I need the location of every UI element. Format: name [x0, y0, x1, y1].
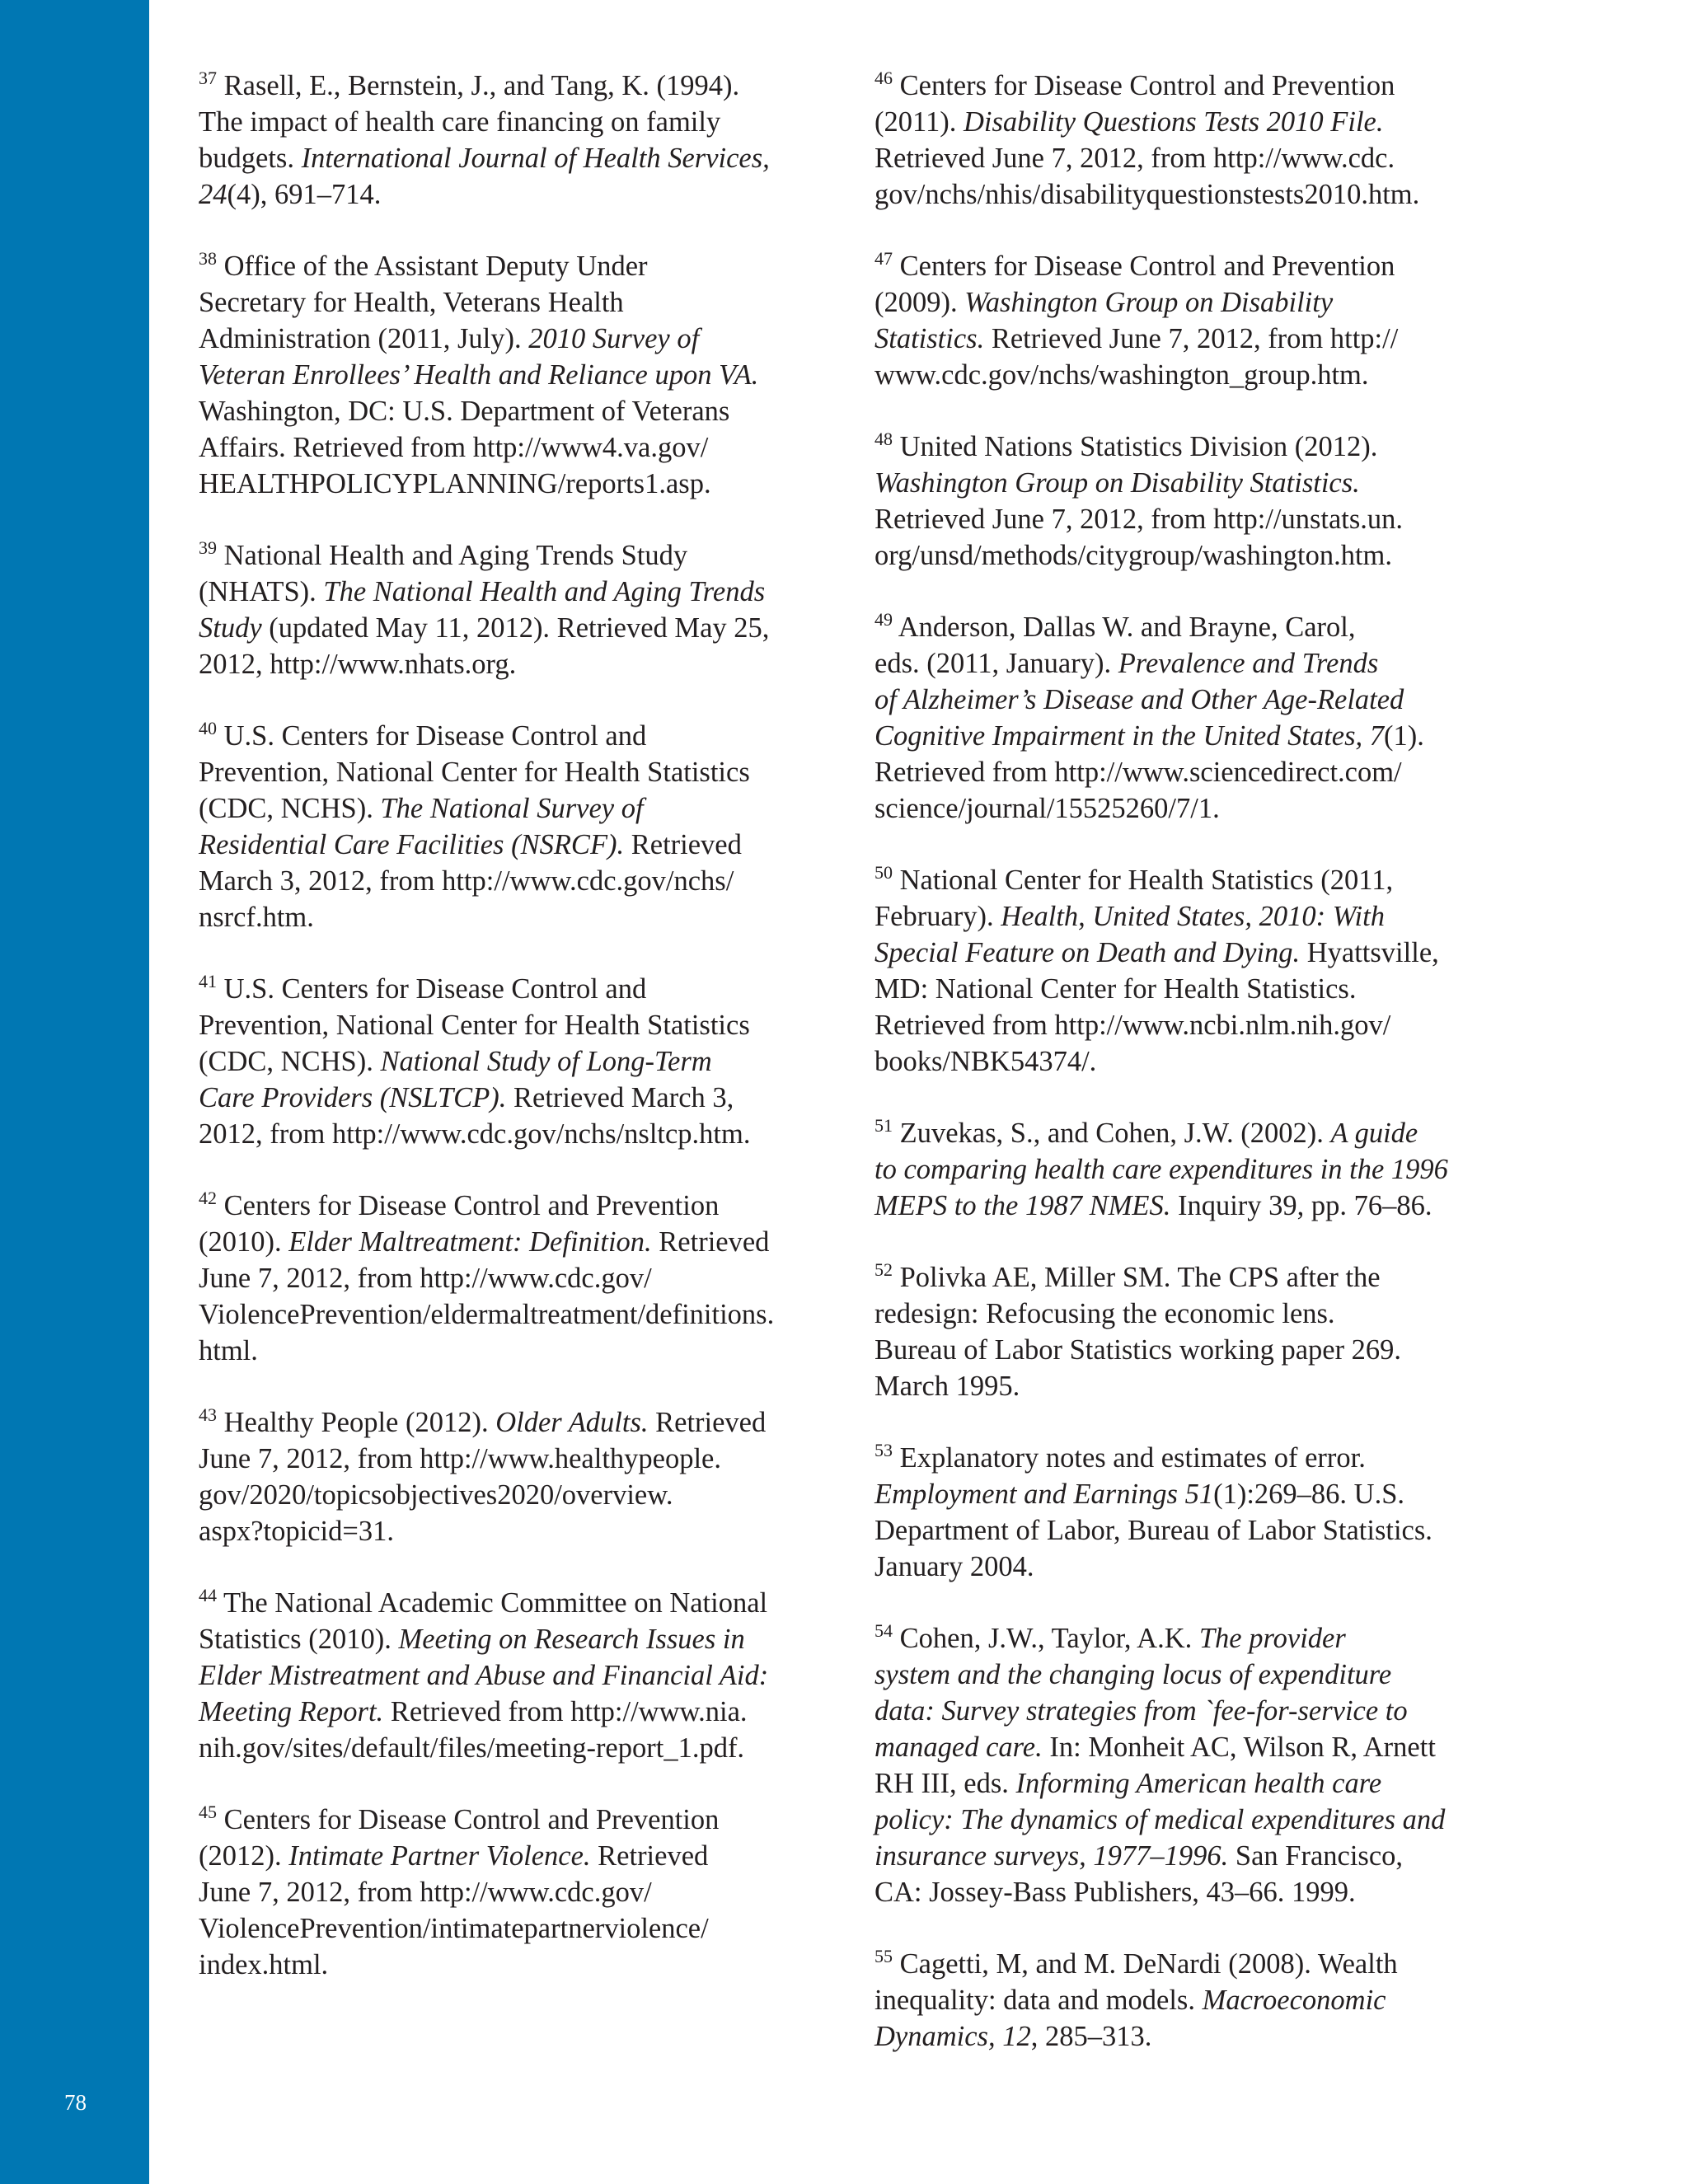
reference-text: June 7, 2012, from http://www.healthypeople.: [199, 1443, 721, 1474]
reference-text: (2011).: [874, 106, 964, 138]
reference-title-italic: Cognitive Impairment in the United States, 7: [874, 720, 1385, 752]
reference-line: [199, 790, 825, 827]
reference-line: [199, 1296, 825, 1333]
reference-number: 37: [199, 67, 217, 88]
reference-line: [874, 1259, 1501, 1296]
reference-text: gov/2020/topicsobjectives2020/overview.: [199, 1479, 673, 1511]
reference-line: [874, 1982, 1501, 2018]
reference-title-italic: Washington Group on Disability Statistics.: [874, 467, 1360, 499]
reference-title-italic: MEPS to the 1987 NMES.: [874, 1190, 1171, 1221]
reference-number: 50: [874, 861, 893, 883]
reference-title-italic: The National Survey of: [380, 793, 644, 824]
page-number: 78: [64, 2090, 87, 2115]
reference-54: [874, 1620, 1501, 1910]
reference-text: (updated May 11, 2012). Retrieved May 25,: [261, 612, 770, 644]
reference-title-italic: Intimate Partner Violence.: [288, 1840, 591, 1872]
reference-line: [199, 1874, 825, 1910]
reference-text: United Nations Statistics Division (2012).: [899, 431, 1378, 462]
reference-text: Retrieved: [648, 1407, 767, 1438]
reference-text: Bureau of Labor Statistics working paper 269.: [874, 1334, 1402, 1366]
reference-line: [199, 718, 825, 754]
reference-44: [199, 1585, 825, 1766]
reference-line: [874, 1874, 1501, 1910]
reference-text: Centers for Disease Control and Prevention: [223, 1804, 720, 1835]
reference-line: [874, 176, 1501, 213]
reference-55: [874, 1946, 1501, 2055]
reference-line: [199, 1116, 825, 1152]
reference-line: [874, 1620, 1501, 1657]
reference-line: [199, 1477, 825, 1513]
reference-title-italic: of Alzheimer’s Disease and Other Age-Related: [874, 684, 1404, 715]
reference-line: [874, 1765, 1501, 1802]
reference-line: [199, 357, 825, 393]
reference-title-italic: to comparing health care expenditures in the 1996: [874, 1154, 1448, 1185]
reference-number: 55: [874, 1945, 893, 1966]
reference-line: [199, 1441, 825, 1477]
reference-50: [874, 862, 1501, 1080]
reference-text: MD: National Center for Health Statistics.: [874, 973, 1357, 1005]
reference-37: [199, 68, 825, 213]
reference-text: inequality: data and models.: [874, 1985, 1203, 2016]
reference-text: Zuvekas, S., and Cohen, J.W. (2002).: [899, 1118, 1331, 1149]
reference-title-italic: system and the changing locus of expenditure: [874, 1659, 1392, 1690]
reference-title-italic: Employment and Earnings 51: [874, 1479, 1214, 1510]
reference-line: [199, 1080, 825, 1116]
reference-line: [199, 899, 825, 935]
reference-line: [199, 537, 825, 574]
reference-text: Centers for Disease Control and Prevention: [223, 1190, 720, 1221]
reference-title-italic: Macroeconomic: [1202, 1985, 1386, 2016]
reference-number: 42: [199, 1187, 217, 1208]
reference-46: [874, 68, 1501, 213]
reference-text: National Health and Aging Trends Study: [223, 540, 688, 571]
reference-line: [874, 1115, 1501, 1151]
reference-text: (2012).: [199, 1840, 289, 1872]
reference-line: [874, 1043, 1501, 1080]
reference-text: The National Academic Committee on National: [223, 1587, 768, 1619]
reference-line: [199, 1621, 825, 1657]
reference-text: (CDC, NCHS).: [199, 793, 381, 824]
reference-text: U.S. Centers for Disease Control and: [223, 720, 647, 752]
reference-number: 38: [199, 247, 217, 269]
reference-text: June 7, 2012, from http://www.cdc.gov/: [199, 1263, 652, 1294]
reference-title-italic: Dynamics, 12: [874, 2021, 1031, 2052]
reference-line: [199, 1043, 825, 1080]
reference-line: [874, 1296, 1501, 1332]
reference-47: [874, 248, 1501, 393]
reference-title-italic: Informing American health care: [1015, 1768, 1382, 1799]
reference-title-italic: managed care.: [874, 1732, 1043, 1763]
reference-text: Retrieved March 3,: [506, 1082, 734, 1113]
reference-title-italic: data: Survey strategies from `fee-for-service to: [874, 1695, 1408, 1727]
reference-number: 49: [874, 608, 893, 630]
reference-line: [874, 1151, 1501, 1188]
reference-line: [874, 104, 1501, 140]
reference-text: Administration (2011, July).: [199, 323, 529, 354]
reference-number: 44: [199, 1584, 217, 1605]
reference-line: [874, 2018, 1501, 2055]
reference-text: Retrieved June 7, 2012, from http://unstats.un.: [874, 504, 1404, 535]
reference-line: [199, 284, 825, 321]
reference-text: aspx?topicid=31.: [199, 1516, 394, 1547]
reference-number: 39: [199, 537, 217, 558]
reference-number: 51: [874, 1114, 893, 1136]
reference-line: [199, 429, 825, 466]
reference-line: [874, 284, 1501, 321]
reference-line: [874, 1440, 1501, 1476]
reference-line: [199, 574, 825, 610]
reference-text: (4), 691–714.: [227, 179, 382, 210]
reference-39: [199, 537, 825, 682]
reference-text: Washington, DC: U.S. Department of Veterans: [199, 396, 730, 427]
reference-text: Centers for Disease Control and Prevention: [899, 251, 1395, 282]
reference-text: 2012, http://www.nhats.org.: [199, 649, 517, 680]
reference-title-italic: insurance surveys, 1977–1996.: [874, 1840, 1229, 1872]
reference-38: [199, 248, 825, 502]
reference-text: Retrieved: [651, 1226, 770, 1258]
reference-text: In: Monheit AC, Wilson R, Arnett: [1042, 1732, 1436, 1763]
reference-line: [199, 68, 825, 104]
reference-45: [199, 1802, 825, 1983]
reference-line: [874, 1657, 1501, 1693]
reference-number: 46: [874, 67, 893, 88]
reference-text: Retrieved June 7, 2012, from http://: [984, 323, 1399, 354]
reference-number: 54: [874, 1619, 893, 1641]
reference-text: ViolencePrevention/eldermaltreatment/definitions.: [199, 1299, 775, 1330]
reference-line: [874, 1476, 1501, 1512]
reference-line: [199, 1585, 825, 1621]
reference-line: [199, 1224, 825, 1260]
reference-line: [874, 935, 1501, 971]
reference-text: ViolencePrevention/intimatepartnerviolence/: [199, 1913, 709, 1944]
reference-text: Explanatory notes and estimates of error.: [899, 1442, 1366, 1474]
reference-text: books/NBK54374/.: [874, 1046, 1097, 1077]
reference-line: [874, 1512, 1501, 1549]
reference-line: [199, 1838, 825, 1874]
reference-51: [874, 1115, 1501, 1224]
reference-text: eds. (2011, January).: [874, 648, 1118, 679]
reference-line: [199, 827, 825, 863]
reference-title-italic: Veteran Enrollees’ Health and Reliance upon VA.: [199, 359, 759, 391]
reference-line: [199, 1333, 825, 1369]
reference-title-italic: Disability Questions Tests 2010 File.: [963, 106, 1384, 138]
reference-line: [199, 176, 825, 213]
reference-number: 48: [874, 428, 893, 449]
reference-line: [874, 1188, 1501, 1224]
reference-text: Prevention, National Center for Health Statistics: [199, 1010, 750, 1041]
reference-text: HEALTHPOLICYPLANNING/reports1.asp.: [199, 468, 711, 499]
reference-line: [199, 1802, 825, 1838]
reference-text: science/journal/15525260/7/1.: [874, 793, 1220, 824]
reference-title-italic: A guide: [1330, 1118, 1418, 1149]
reference-text: RH III, eds.: [874, 1768, 1016, 1799]
reference-line: [199, 1260, 825, 1296]
reference-title-italic: 2010 Survey of: [528, 323, 700, 354]
reference-line: [199, 393, 825, 429]
reference-line: [199, 1694, 825, 1730]
reference-title-italic: Special Feature on Death and Dying.: [874, 937, 1301, 968]
reference-line: [199, 466, 825, 502]
reference-line: [199, 1007, 825, 1043]
reference-text: Anderson, Dallas W. and Brayne, Carol,: [898, 612, 1356, 643]
reference-title-italic: Older Adults.: [495, 1407, 649, 1438]
reference-title-italic: Elder Mistreatment and Abuse and Financial Aid:: [199, 1660, 769, 1691]
reference-line: [874, 1729, 1501, 1765]
reference-text: CA: Jossey-Bass Publishers, 43–66. 1999.: [874, 1877, 1356, 1908]
reference-text: Rasell, E., Bernstein, J., and Tang, K. (1994).: [223, 70, 740, 101]
reference-text: org/unsd/methods/citygroup/washington.htm.: [874, 540, 1393, 571]
reference-text: (2009).: [874, 287, 965, 318]
reference-41: [199, 971, 825, 1152]
reference-line: [874, 609, 1501, 645]
reference-text: Hyattsville,: [1300, 937, 1439, 968]
reference-48: [874, 429, 1501, 574]
reference-line: [199, 104, 825, 140]
reference-number: 41: [199, 970, 217, 991]
reference-title-italic: The National Health and Aging Trends: [323, 576, 766, 607]
reference-text: Retrieved: [590, 1840, 709, 1872]
reference-text: Prevention, National Center for Health Statistics: [199, 757, 750, 788]
reference-title-italic: 24: [199, 179, 227, 210]
reference-line: [199, 1910, 825, 1947]
reference-title-italic: Statistics.: [874, 323, 985, 354]
reference-title-italic: policy: The dynamics of medical expenditures and: [874, 1804, 1446, 1835]
reference-text: Retrieved from http://www.nia.: [383, 1696, 748, 1727]
reference-line: [874, 1332, 1501, 1368]
reference-text: (NHATS).: [199, 576, 324, 607]
reference-line: [874, 645, 1501, 682]
reference-text: (2010).: [199, 1226, 289, 1258]
reference-number: 53: [874, 1439, 893, 1460]
reference-title-italic: National Study of Long-Term: [380, 1046, 712, 1077]
reference-line: [874, 501, 1501, 537]
reference-title-italic: International Journal of Health Services,: [301, 143, 770, 174]
reference-text: index.html.: [199, 1949, 329, 1980]
reference-text: Retrieved from http://www.ncbi.nlm.nih.gov/: [874, 1010, 1391, 1041]
reference-line: [874, 1838, 1501, 1874]
reference-line: [874, 537, 1501, 574]
reference-line: [199, 863, 825, 899]
reference-text: (1):269–86. U.S.: [1213, 1479, 1405, 1510]
reference-title-italic: Study: [199, 612, 262, 644]
reference-line: [874, 465, 1501, 501]
reference-line: [199, 140, 825, 176]
reference-line: [199, 248, 825, 284]
reference-line: [874, 682, 1501, 718]
references-column-left: [199, 68, 825, 2018]
reference-text: Inquiry 39, pp. 76–86.: [1170, 1190, 1432, 1221]
reference-text: nih.gov/sites/default/files/meeting-report_1.pdf.: [199, 1732, 745, 1764]
reference-line: [874, 68, 1501, 104]
reference-number: 47: [874, 247, 893, 269]
reference-text: (CDC, NCHS).: [199, 1046, 381, 1077]
reference-text: redesign: Refocusing the economic lens.: [874, 1298, 1335, 1329]
reference-line: [874, 862, 1501, 898]
reference-line: [874, 754, 1501, 790]
reference-line: [199, 1947, 825, 1983]
reference-line: [874, 140, 1501, 176]
reference-text: The impact of health care financing on family: [199, 106, 721, 138]
reference-line: [199, 1657, 825, 1694]
reference-number: 40: [199, 717, 217, 738]
reference-text: budgets.: [199, 143, 302, 174]
reference-text: Retrieved June 7, 2012, from http://www.cdc.: [874, 143, 1395, 174]
reference-title-italic: Meeting on Research Issues in: [398, 1624, 745, 1655]
reference-text: Secretary for Health, Veterans Health: [199, 287, 624, 318]
reference-text: (1).: [1384, 720, 1424, 752]
reference-line: [874, 248, 1501, 284]
reference-line: [874, 1007, 1501, 1043]
reference-line: [874, 357, 1501, 393]
reference-text: Office of the Assistant Deputy Under: [223, 251, 648, 282]
reference-line: [199, 754, 825, 790]
reference-text: June 7, 2012, from http://www.cdc.gov/: [199, 1877, 652, 1908]
reference-text: Polivka AE, Miller SM. The CPS after the: [899, 1262, 1381, 1293]
reference-number: 43: [199, 1404, 217, 1425]
reference-line: [874, 718, 1501, 754]
reference-text: Retrieved: [624, 829, 742, 860]
reference-line: [874, 1946, 1501, 1982]
reference-text: March 3, 2012, from http://www.cdc.gov/nchs/: [199, 865, 734, 897]
reference-text: 2012, from http://www.cdc.gov/nchs/nsltcp.htm.: [199, 1118, 751, 1150]
reference-text: January 2004.: [874, 1551, 1034, 1582]
reference-line: [199, 646, 825, 682]
reference-42: [199, 1188, 825, 1369]
reference-title-italic: Care Providers (NSLTCP).: [199, 1082, 507, 1113]
reference-53: [874, 1440, 1501, 1585]
reference-title-italic: Prevalence and Trends: [1118, 648, 1379, 679]
reference-text: gov/nchs/nhis/disabilityquestionstests2010.htm.: [874, 179, 1420, 210]
reference-line: [199, 1404, 825, 1441]
reference-line: [874, 898, 1501, 935]
reference-line: [874, 1693, 1501, 1729]
reference-line: [874, 321, 1501, 357]
page-sidebar: [0, 0, 149, 2184]
reference-43: [199, 1404, 825, 1549]
reference-text: Cohen, J.W., Taylor, A.K.: [899, 1623, 1199, 1654]
reference-title-italic: Meeting Report.: [199, 1696, 384, 1727]
reference-title-italic: Residential Care Facilities (NSRCF).: [199, 829, 625, 860]
reference-title-italic: Health, United States, 2010: With: [1001, 901, 1385, 932]
reference-text: , 285–313.: [1030, 2021, 1152, 2052]
reference-text: Healthy People (2012).: [223, 1407, 496, 1438]
reference-text: Affairs. Retrieved from http://www4.va.gov/: [199, 432, 709, 463]
reference-number: 45: [199, 1801, 217, 1822]
reference-line: [874, 429, 1501, 465]
reference-line: [874, 790, 1501, 827]
reference-title-italic: The provider: [1198, 1623, 1346, 1654]
reference-line: [874, 1802, 1501, 1838]
references-column-right: [874, 68, 1501, 2090]
reference-title-italic: Elder Maltreatment: Definition.: [288, 1226, 652, 1258]
reference-line: [199, 1513, 825, 1549]
reference-text: Centers for Disease Control and Prevention: [899, 70, 1395, 101]
reference-line: [199, 321, 825, 357]
reference-text: San Francisco,: [1228, 1840, 1404, 1872]
reference-text: National Center for Health Statistics (2011,: [899, 865, 1394, 896]
reference-line: [199, 610, 825, 646]
reference-line: [874, 1549, 1501, 1585]
reference-number: 52: [874, 1258, 893, 1280]
reference-text: html.: [199, 1335, 258, 1366]
reference-text: February).: [874, 901, 1001, 932]
reference-title-italic: Washington Group on Disability: [964, 287, 1334, 318]
reference-text: Cagetti, M, and M. DeNardi (2008). Wealth: [899, 1948, 1398, 1980]
reference-line: [199, 1730, 825, 1766]
reference-line: [874, 971, 1501, 1007]
reference-line: [874, 1368, 1501, 1404]
reference-text: nsrcf.htm.: [199, 902, 314, 933]
reference-line: [199, 971, 825, 1007]
reference-text: U.S. Centers for Disease Control and: [223, 973, 647, 1005]
reference-49: [874, 609, 1501, 827]
reference-text: Department of Labor, Bureau of Labor Statistics.: [874, 1515, 1432, 1546]
reference-line: [199, 1188, 825, 1224]
reference-text: www.cdc.gov/nchs/washington_group.htm.: [874, 359, 1369, 391]
reference-52: [874, 1259, 1501, 1404]
reference-40: [199, 718, 825, 935]
reference-text: Retrieved from http://www.sciencedirect.com/: [874, 757, 1402, 788]
reference-text: Statistics (2010).: [199, 1624, 399, 1655]
reference-text: March 1995.: [874, 1371, 1020, 1402]
